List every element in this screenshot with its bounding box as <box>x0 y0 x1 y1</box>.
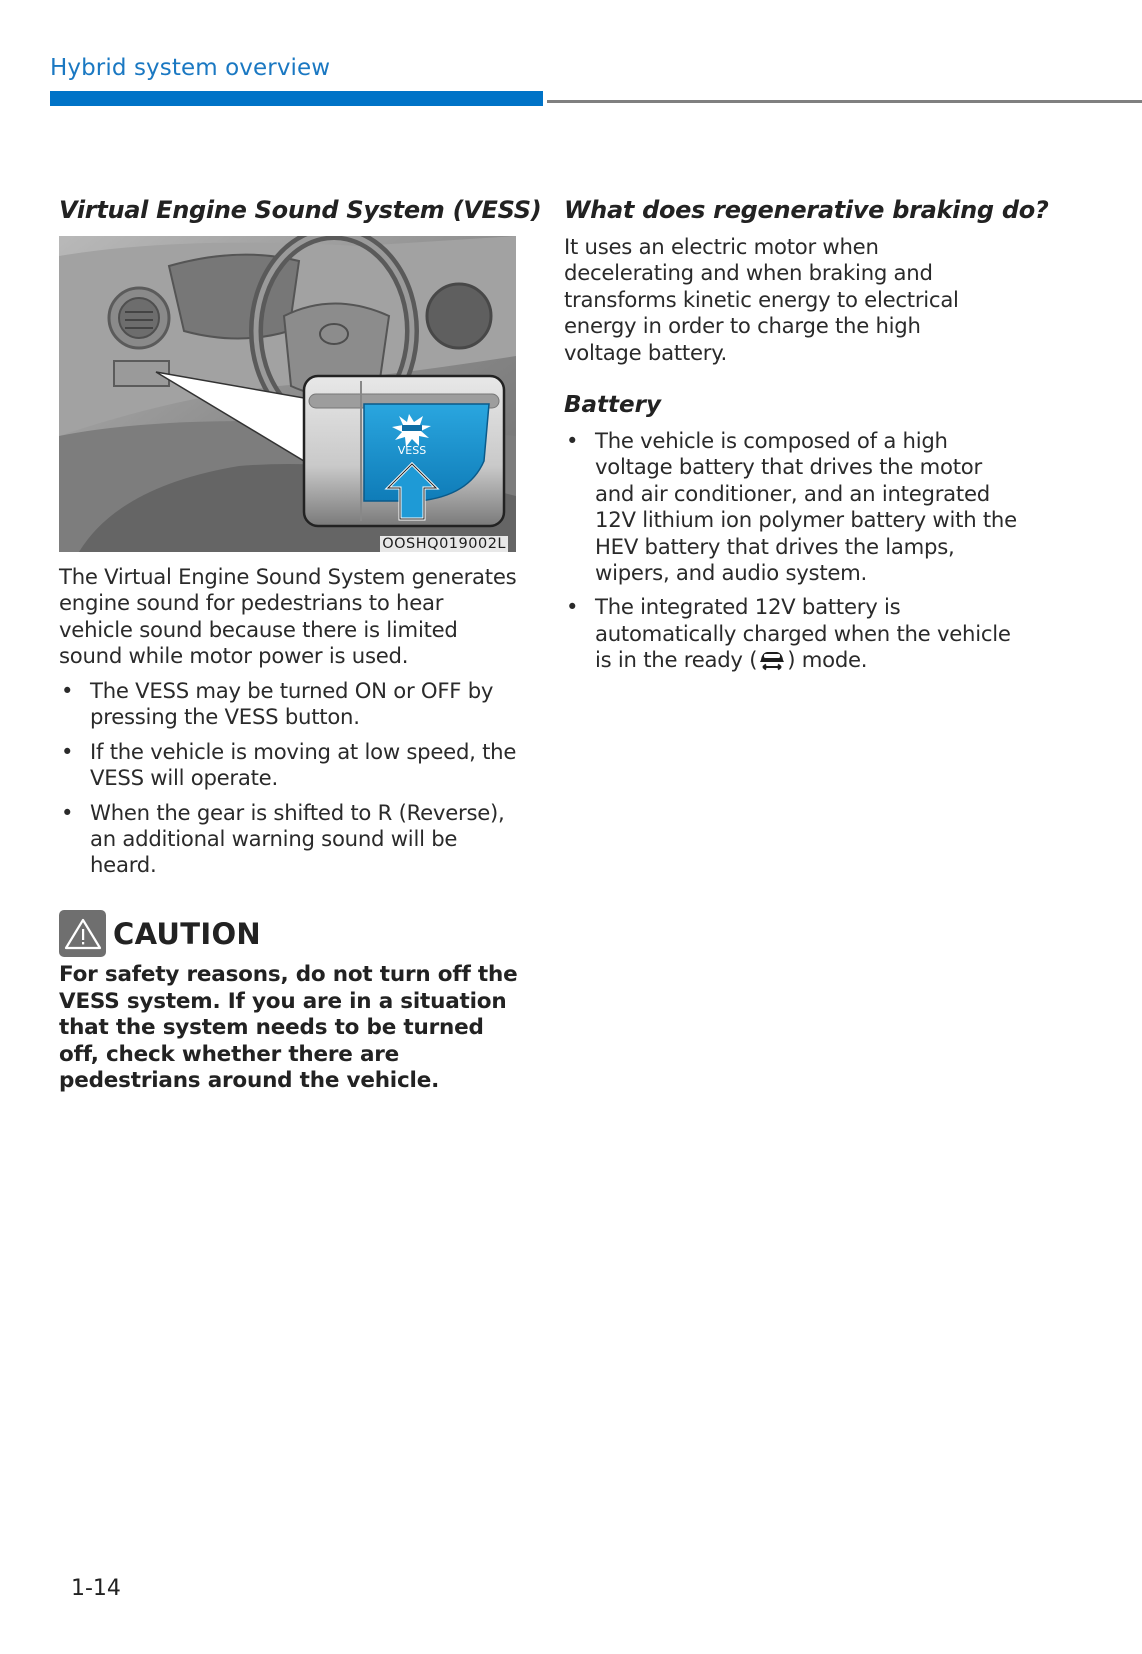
vess-button-label: VESS <box>397 444 427 457</box>
battery-title: Battery <box>564 392 661 418</box>
list-item: • The vehicle is composed of a high voltage battery that drives the motor and air conditioner, and an integrated 12V lithium ion polymer battery with the HEV battery that drives the lamps, wipers, and audio system. <box>566 428 1017 586</box>
figure-code: OOSHQ019002L <box>382 536 506 552</box>
list-item: • When the gear is shifted to R (Reverse), an additional warning sound will be heard. <box>61 799 505 878</box>
list-item: • The integrated 12V battery is automatically charged when the vehicle is in the ready ( ) mode. <box>564 594 1024 677</box>
regen-braking-title: What does regenerative braking do? <box>564 196 1049 224</box>
section-header-title: Hybrid system overview <box>50 55 331 81</box>
page-number: 1-14 <box>71 1576 121 1601</box>
dashboard-illustration <box>59 236 516 552</box>
battery-bullet-list <box>564 420 1024 678</box>
caution-label: CAUTION <box>113 916 261 951</box>
list-item: • If the vehicle is moving at low speed, the VESS will operate. <box>61 738 517 791</box>
warning-triangle-icon <box>59 910 106 957</box>
header-rule <box>547 100 1142 103</box>
ready-car-icon <box>757 647 787 677</box>
list-item: • The VESS may be turned ON or OFF by pressing the VESS button. <box>61 678 494 730</box>
caution-text: For safety reasons, do not turn off the VESS system. If you are in a situation that the system needs to be turned off, check whether there are pedestrians around the vehicle. <box>59 962 518 1093</box>
vess-intro: The Virtual Engine Sound System generates engine sound for pedestrians to hear vehicle sound because there is limited sound while motor power is used. <box>59 564 517 669</box>
vess-section-title: Virtual Engine Sound System (VESS) <box>59 196 542 224</box>
vess-bullet-list <box>59 670 519 879</box>
caution-heading <box>59 910 261 957</box>
regen-braking-text: It uses an electric motor when decelerating and when braking and transforms kinetic energy to electrical energy in order to charge the high voltage battery. <box>564 234 959 365</box>
header-accent-bar <box>50 91 543 106</box>
vess-figure <box>59 236 516 552</box>
